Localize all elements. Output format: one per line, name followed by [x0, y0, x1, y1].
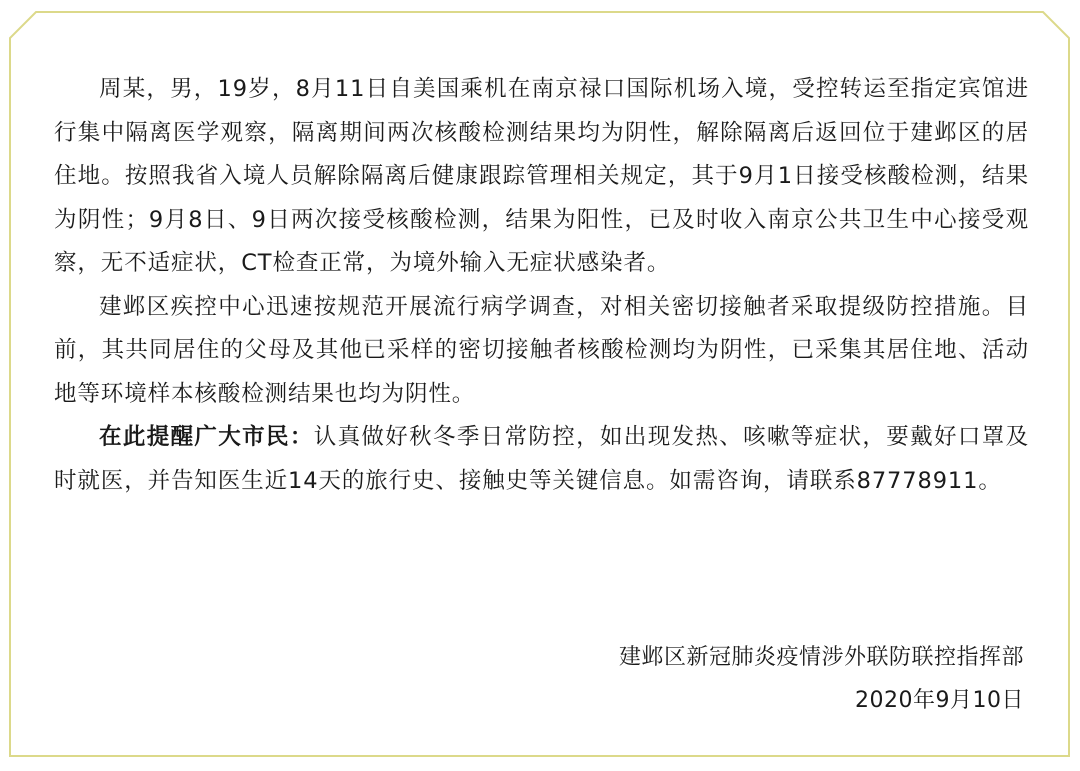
reminder-paragraph [54, 416, 1029, 503]
issue-date: 2020年9月10日 [855, 688, 1024, 713]
signature-block [619, 636, 1024, 722]
case-description-paragraph: 周某，男，19岁，8月11日自美国乘机在南京禄口国际机场入境，受控转运至指定宾馆进行集中隔离医学观察，隔离期间两次核酸检测结果均为阴性，解除隔离后返回位于建邺区的居住地。按照我省入境人员解除隔离后健康跟踪管理相关规定，其于9月1日接受核酸检测，结果为阴性；9月8日、9日两次接受核酸检测，结果为阳性，已及时收入南京公共卫生中心接受观察，无不适症状，CT检查正常，为境外输入无症状感染者。 [54, 76, 1029, 276]
reminder-text: 认真做好秋冬季日常防控，如出现发热、咳嗽等症状，要戴好口罩及时就医，并告知医生近14天的旅行史、接触史等关键信息。如需咨询，请联系87778911。 [54, 424, 1029, 494]
issuer-name: 建邺区新冠肺炎疫情涉外联防联控指挥部 [618, 645, 1024, 670]
investigation-paragraph: 建邺区疾控中心迅速按规范开展流行病学调查，对相关密切接触者采取提级防控措施。目前，其共同居住的父母及其他已采样的密切接触者核酸检测均为阴性，已采集其居住地、活动地等环境样本核酸检测结果也均为阴性。 [54, 293, 1029, 407]
notice-body [54, 68, 1029, 503]
reminder-lead: 在此提醒广大市民： [99, 424, 314, 450]
